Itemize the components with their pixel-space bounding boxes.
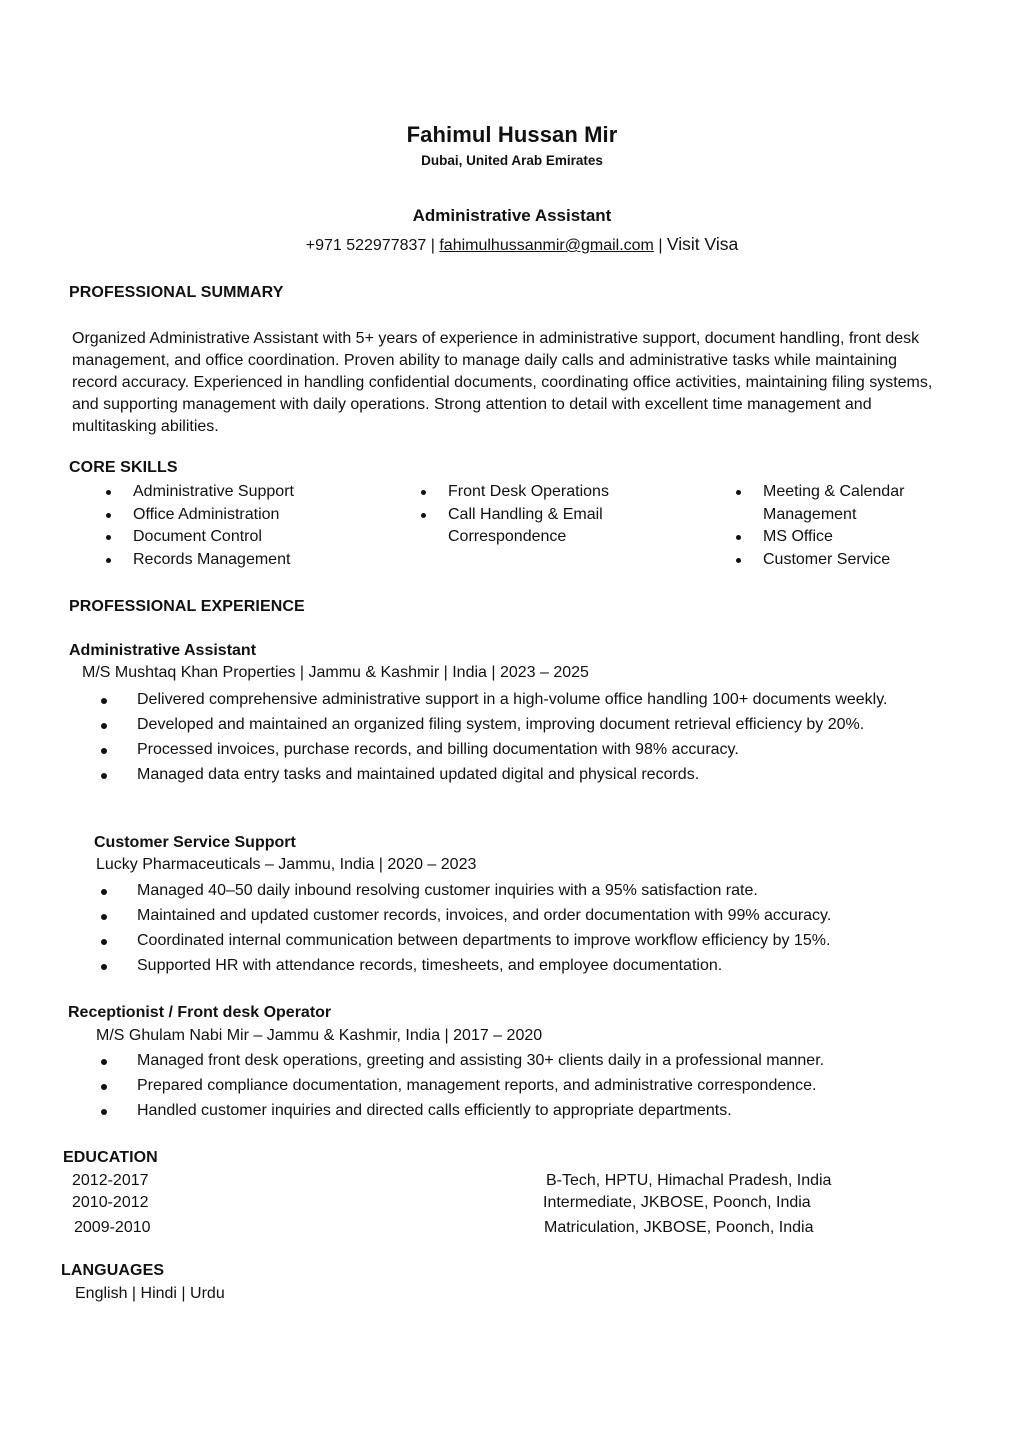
skill-item: Front Desk Operations <box>418 481 628 504</box>
job-role: Receptionist / Front desk Operator <box>68 1004 332 1021</box>
job-bullet: Managed data entry tasks and maintained updated digital and physical records. <box>98 764 928 786</box>
job-bullet: Managed front desk operations, greeting and assisting 30+ clients daily in a professional manner. <box>98 1050 928 1072</box>
job-bullet: Delivered comprehensive administrative support in a high-volume office handling 100+ documents weekly. <box>98 689 928 711</box>
experience-heading: PROFESSIONAL EXPERIENCE <box>69 598 305 615</box>
job-role: Administrative Assistant <box>69 642 257 659</box>
job-bullet: Developed and maintained an organized filing system, improving document retrieval efficiency by 20%. <box>98 714 928 736</box>
skill-item: Meeting & Calendar Management <box>733 481 923 526</box>
job-role: Customer Service Support <box>94 834 296 851</box>
skill-item: Administrative Support <box>103 481 363 504</box>
education-degree: B-Tech, HPTU, Himachal Pradesh, India <box>546 1172 832 1189</box>
job-bullets <box>98 689 928 789</box>
skills-heading: CORE SKILLS <box>69 459 178 476</box>
skill-item: Customer Service <box>733 549 923 572</box>
job-bullet: Maintained and updated customer records, invoices, and order documentation with 99% accuracy. <box>98 905 928 927</box>
skill-item: Records Management <box>103 549 363 572</box>
skill-item: Call Handling & Email Correspondence <box>418 504 628 549</box>
separator: | <box>426 237 440 254</box>
target-job-title: Administrative Assistant <box>412 206 612 225</box>
candidate-location: Dubai, United Arab Emirates <box>421 153 603 168</box>
visa-status: Visit Visa <box>666 234 739 254</box>
email-link[interactable]: fahimulhussanmir@gmail.com <box>439 237 654 254</box>
education-heading: EDUCATION <box>63 1149 158 1166</box>
job-bullets <box>98 880 928 980</box>
summary-heading: PROFESSIONAL SUMMARY <box>69 284 284 301</box>
education-degree: Matriculation, JKBOSE, Poonch, India <box>544 1219 814 1236</box>
summary-text: Organized Administrative Assistant with 5+ years of experience in administrative support, document handling, front desk management, and office coordination. Proven ability to manage daily calls and administrative tasks while maintaining record accuracy. Experienced in handling confidential documents, coordinating office activities, maintaining filing systems, and supporting management with daily operations. Strong attention to detail with excellent time management and multitasking abilities. <box>72 330 933 435</box>
contact-line <box>0 234 1024 255</box>
phone-number: +971 522977837 <box>305 237 427 254</box>
skills-column-3 <box>733 481 923 571</box>
skills-column-2 <box>418 481 628 549</box>
job-bullet: Managed 40–50 daily inbound resolving customer inquiries with a 95% satisfaction rate. <box>98 880 928 902</box>
candidate-name: Fahimul Hussan Mir <box>406 122 618 147</box>
languages-list: English | Hindi | Urdu <box>75 1285 225 1302</box>
job-meta: M/S Mushtaq Khan Properties | Jammu & Kashmir | India | 2023 – 2025 <box>82 664 589 681</box>
job-bullets <box>98 1050 928 1125</box>
education-years: 2010-2012 <box>72 1194 149 1211</box>
skill-item: MS Office <box>733 526 923 549</box>
education-years: 2012-2017 <box>72 1172 149 1189</box>
education-years: 2009-2010 <box>74 1219 151 1236</box>
skill-item: Office Administration <box>103 504 363 527</box>
separator: | <box>653 237 667 254</box>
job-bullet: Handled customer inquiries and directed calls efficiently to appropriate departments. <box>98 1100 928 1122</box>
job-bullet: Supported HR with attendance records, timesheets, and employee documentation. <box>98 955 928 977</box>
job-bullet: Processed invoices, purchase records, and billing documentation with 98% accuracy. <box>98 739 928 761</box>
job-bullet: Prepared compliance documentation, management reports, and administrative correspondence. <box>98 1075 928 1097</box>
job-meta: Lucky Pharmaceuticals – Jammu, India | 2020 – 2023 <box>96 856 477 873</box>
job-meta: M/S Ghulam Nabi Mir – Jammu & Kashmir, India | 2017 – 2020 <box>96 1027 543 1044</box>
job-bullet: Coordinated internal communication between departments to improve workflow efficiency by 15%. <box>98 930 928 952</box>
skill-item: Document Control <box>103 526 363 549</box>
languages-heading: LANGUAGES <box>61 1262 165 1279</box>
education-degree: Intermediate, JKBOSE, Poonch, India <box>543 1194 811 1211</box>
skills-column-1 <box>103 481 363 571</box>
